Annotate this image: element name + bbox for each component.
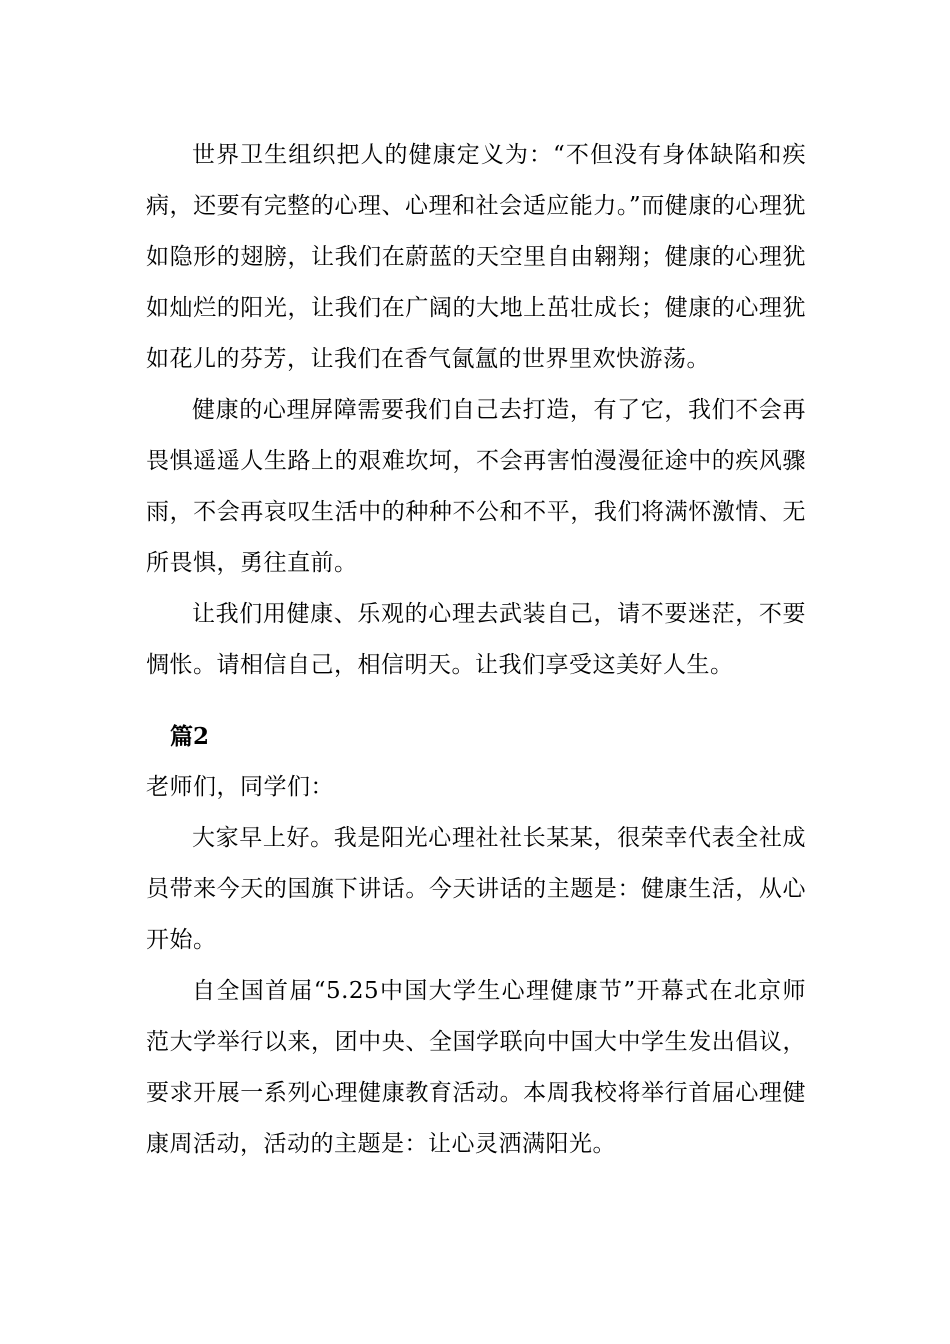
paragraph-who-definition: 世界卫生组织把人的健康定义为：“不但没有身体缺陷和疾病，还要有完整的心理、心理和社会适应能力。”而健康的心理犹如隐形的翅膀，让我们在蔚蓝的天空里自由翱翔；健康的心理犹如灿烂的阳光，让我们在广阔的大地上茁壮成长；健康的心理犹如花儿的芬芳，让我们在香气氤氲的世界里欢快游荡。 xyxy=(146,142,806,372)
paragraph-mental-health-festival: 自全国首届“5.25中国大学生心理健康节”开幕式在北京师范大学举行以来，团中央、全国学联向中国大中学生发出倡议，要求开展一系列心理健康教育活动。本周我校将举行首届心理健康周活动，活动的主题是：让心灵洒满阳光。 xyxy=(146,978,806,1157)
salutation: 老师们，同学们： xyxy=(146,774,334,800)
document-body xyxy=(146,130,806,1170)
paragraph-greeting: 大家早上好。我是阳光心理社社长某某，很荣幸代表全社成员带来今天的国旗下讲话。今天讲话的主题是：健康生活，从心开始。 xyxy=(146,825,806,953)
paragraph-psychological-barrier: 健康的心理屏障需要我们自己去打造，有了它，我们不会再畏惧遥遥人生路上的艰难坎坷，不会再害怕漫漫征途中的疾风骤雨，不会再哀叹生活中的种种不公和不平，我们将满怀激情、无所畏惧，勇往直前。 xyxy=(146,397,806,576)
section-title: 篇2 xyxy=(170,723,210,750)
paragraph-arm-ourselves: 让我们用健康、乐观的心理去武装自己，请不要迷茫，不要惆怅。请相信自己，相信明天。让我们享受这美好人生。 xyxy=(146,601,806,678)
